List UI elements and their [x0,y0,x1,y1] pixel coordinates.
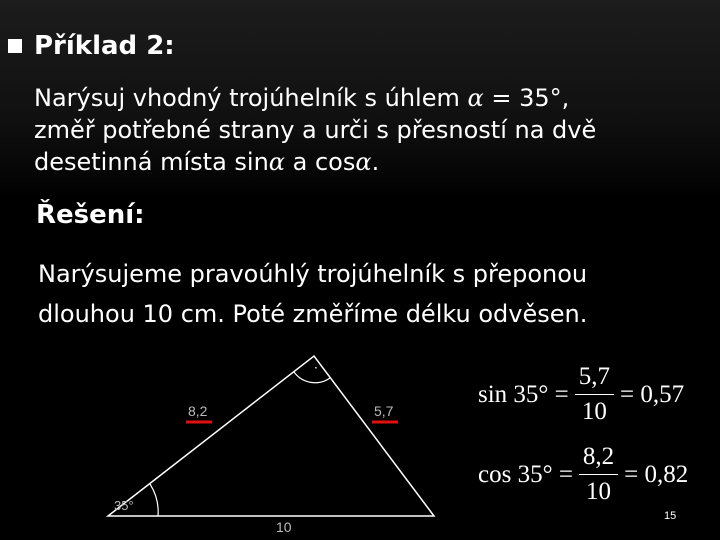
sin-formula-lhs: sin 35° = [478,380,569,408]
cos-denominator: 10 [586,478,612,505]
triangle-outline [108,356,434,516]
cos-formula-lhs: cos 35° = [478,460,573,488]
heading-text: Příklad 2: [34,31,175,61]
solution-line-2: dlouhou 10 cm. Poté změříme délku odvěsen. [38,300,588,328]
alpha-symbol: α [467,84,484,112]
angle-arc [150,484,158,516]
task-line-3 [34,146,714,178]
solution-text [38,254,708,334]
solution-line-1: Narýsujeme pravoúhlý trojúhelník s přeponou [38,260,588,288]
alpha-symbol: α [268,148,286,176]
cos-formula-result: = 0,82 [624,460,689,488]
task-text [34,82,714,178]
sin-formula [478,362,684,427]
task-line-3-cos: a cos [285,148,356,176]
task-line-1-end: = 35°, [483,84,570,112]
sin-denominator: 10 [581,398,607,425]
alpha-symbol: α [355,148,372,176]
hypotenuse-label: 10 [276,519,292,535]
right-angle-dot: · [314,361,318,375]
cos-numerator: 8,2 [579,442,618,475]
page-number: 15 [664,510,677,522]
square-bullet-icon [8,39,22,53]
right-triangle-diagram [90,338,450,538]
sin-fraction [575,362,614,427]
task-line-2: změř potřebné strany a urči s přesností na dvě [34,116,597,144]
sin-numerator: 5,7 [575,362,614,395]
angle-label: 35° [114,498,134,513]
solution-heading: Řešení: [36,200,145,230]
side-left-label: 8,2 [188,403,208,419]
right-angle-arc [294,372,330,383]
task-line-3-end: . [371,148,380,176]
cos-formula [478,442,688,507]
example-heading [8,28,175,64]
side-right-label: 5,7 [374,403,394,419]
cos-fraction [579,442,618,507]
task-line-3-sin: desetinná místa sin [34,148,269,176]
sin-formula-result: = 0,57 [620,380,685,408]
task-line-1-start: Narýsuj vhodný trojúhelník s úhlem [34,84,468,112]
task-line-1 [34,82,714,114]
